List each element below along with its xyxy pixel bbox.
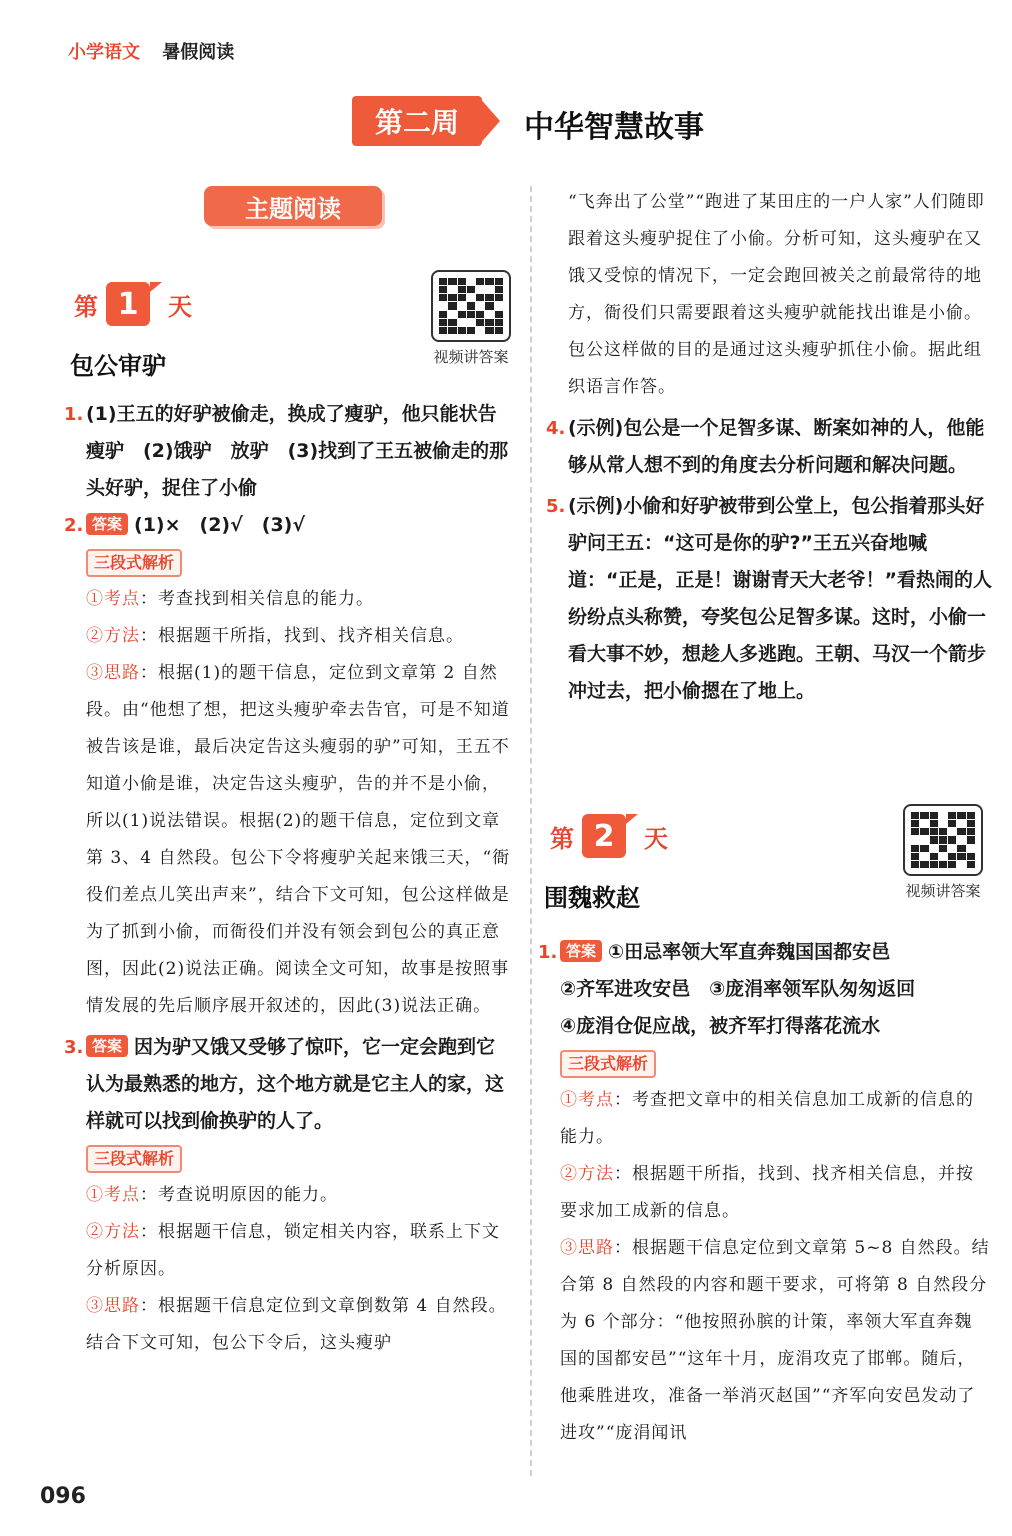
theme-reading-button: 主题阅读 xyxy=(204,186,382,226)
analysis-text: ：考查说明原因的能力。 xyxy=(140,1185,338,1205)
page-number: 096 xyxy=(40,1484,86,1509)
column-divider xyxy=(530,186,532,1476)
day1-question-5 xyxy=(546,488,996,710)
day2-badge xyxy=(550,814,668,858)
analysis-text: ：根据题干信息定位到文章第 5~8 自然段。结合第 8 自然段的内容和题干要求，可将第 8 自然段分为 6 个部分：“他按照孙膑的计策，率领大军直奔魏国的国都安邑”“这年十月，庞涓攻克了邯郸。随后，他乘胜进攻，准备一举消灭赵国”“齐军向安邑发动了进攻”“庞涓闻讯 xyxy=(560,1238,990,1443)
analysis-method xyxy=(538,1156,990,1230)
analysis-reasoning xyxy=(64,1288,514,1362)
day1-question-1 xyxy=(64,396,514,507)
qr-code-icon[interactable] xyxy=(903,804,983,876)
analysis-point xyxy=(64,581,514,618)
analysis-text: ：根据题干所指，找到、找齐相关信息，并按要求加工成新的信息。 xyxy=(560,1164,974,1221)
analysis-tag-wrap xyxy=(64,1140,514,1177)
answer-tag: 答案 xyxy=(86,1035,128,1057)
left-column xyxy=(64,396,514,1362)
day1-question-2 xyxy=(64,507,514,544)
day2-prefix: 第 xyxy=(550,824,574,853)
answer-text: ①田忌率领大军直奔魏国国都安邑 xyxy=(608,941,891,963)
answer-text: (1)× (2)√ (3)√ xyxy=(134,514,306,536)
answer-tag: 答案 xyxy=(560,940,602,962)
qr-code-day1[interactable] xyxy=(428,270,514,367)
series-label: 暑假阅读 xyxy=(162,42,235,63)
analysis-tag: 三段式解析 xyxy=(560,1050,656,1078)
question-number: 1. xyxy=(538,942,558,963)
answer-text: (示例)包公是一个足智多谋、断案如神的人，他能够从常人想不到的角度去分析问题和解决问题。 xyxy=(568,417,985,476)
question-number: 2. xyxy=(64,515,84,536)
qr-code-icon[interactable] xyxy=(431,270,511,342)
analysis-label: ③思路 xyxy=(86,663,140,683)
analysis-tag-wrap xyxy=(538,1045,990,1082)
day1-number: 1 xyxy=(106,282,150,326)
day2-question-1 xyxy=(538,934,990,1045)
day1-question-4 xyxy=(546,410,996,484)
answer-text: (示例)小偷和好驴被带到公堂上，包公指着那头好驴问王五：“这可是你的驴?”王五兴奋地喊道：“正是，正是！谢谢青天大老爷！”看热闹的人纷纷点头称赞，夸奖包公足智多谋。这时，小偷一看大事不妙，想趁人多逃跑。王朝、马汉一个箭步冲过去，把小偷摁在了地上。 xyxy=(568,495,992,702)
answer-text: ②齐军进攻安邑 ③庞涓率领军队匆匆返回 xyxy=(560,978,916,1000)
right-column-bottom xyxy=(538,934,990,1452)
analysis-text: ：根据(1)的题干信息，定位到文章第 2 自然段。由“他想了想，把这头瘦驴牵去告官，可是不知道被告该是谁，最后决定告这头瘦弱的驴”可知，王五不知道小偷是谁，决定告这头瘦驴，告的并不是小偷，所以(1)说法错误。根据(2)的题干信息，定位到文章第 3、4 自然段。包公下令将瘦驴关起来饿三天，“衙役们差点儿笑出声来”，结合下文可知，包公这样做是为了抓到小偷，而衙役们并没有领会到包公的真正意图，因此(2)说法正确。阅读全文可知，故事是按照事情发展的先后顺序展开叙述的，因此(3)说法正确。 xyxy=(86,663,511,1016)
answer-text: (1)王五的好驴被偷走，换成了瘦驴，他只能状告瘦驴 (2)饿驴 放驴 (3)找到了王五被偷走的那头好驴，捉住了小偷 xyxy=(86,403,509,499)
day2-suffix: 天 xyxy=(644,824,668,853)
answer-text: 因为驴又饿又受够了惊吓，它一定会跑到它认为最熟悉的地方，这个地方就是它主人的家，这样就可以找到偷换驴的人了。 xyxy=(86,1036,505,1132)
question-number: 5. xyxy=(546,496,566,517)
day1-question-3 xyxy=(64,1029,514,1140)
analysis-text: ：考查把文章中的相关信息加工成新的信息的能力。 xyxy=(560,1090,974,1147)
week-banner xyxy=(352,96,502,146)
day1-q3-continued: “飞奔出了公堂”“跑进了某田庄的一户人家”人们随即跟着这头瘦驴捉住了小偷。分析可知，这头瘦驴在又饿又受惊的情况下，一定会跑回被关之前最常待的地方，衙役们只需要跟着这头瘦驴就能找出谁是小偷。包公这样做的目的是通过这头瘦驴抓住小偷。据此组织语言作答。 xyxy=(568,192,985,397)
qr-caption: 视频讲答案 xyxy=(905,882,981,900)
answer-tag: 答案 xyxy=(86,513,128,535)
analysis-reasoning xyxy=(64,655,514,1025)
analysis-label: ③思路 xyxy=(560,1238,614,1258)
analysis-tag: 三段式解析 xyxy=(86,549,182,577)
subject-label: 小学语文 xyxy=(68,42,140,63)
day2-number: 2 xyxy=(582,814,626,858)
analysis-reasoning xyxy=(538,1230,990,1452)
analysis-point xyxy=(64,1177,514,1214)
analysis-text: ：根据题干所指，找到、找齐相关信息。 xyxy=(140,626,464,646)
analysis-text: ：根据题干信息，锁定相关内容，联系上下文分析原因。 xyxy=(86,1222,500,1279)
analysis-method xyxy=(64,1214,514,1288)
question-number: 1. xyxy=(64,404,84,425)
analysis-label: ③思路 xyxy=(86,1296,140,1316)
day1-suffix: 天 xyxy=(168,292,192,321)
analysis-label: ②方法 xyxy=(86,1222,140,1242)
answer-text: ④庞涓仓促应战，被齐军打得落花流水 xyxy=(560,1015,881,1037)
analysis-label: ①考点 xyxy=(86,1185,140,1205)
question-number: 4. xyxy=(546,418,566,439)
day1-badge xyxy=(74,282,192,326)
page-header xyxy=(68,38,234,64)
question-number: 3. xyxy=(64,1037,84,1058)
analysis-tag: 三段式解析 xyxy=(86,1145,182,1173)
analysis-text: ：根据题干信息定位到文章倒数第 4 自然段。结合下文可知，包公下令后，这头瘦驴 xyxy=(86,1296,507,1353)
right-column-top xyxy=(546,184,996,710)
analysis-label: ②方法 xyxy=(86,626,140,646)
day1-prefix: 第 xyxy=(74,292,98,321)
week-tag: 第二周 xyxy=(352,96,482,146)
day2-story-title: 围魏救赵 xyxy=(544,883,640,912)
analysis-point xyxy=(538,1082,990,1156)
analysis-label: ①考点 xyxy=(86,589,140,609)
analysis-tag-wrap xyxy=(64,544,514,581)
week-tag-arrow xyxy=(478,96,500,146)
week-title: 中华智慧故事 xyxy=(524,110,704,145)
analysis-text: ：考查找到相关信息的能力。 xyxy=(140,589,374,609)
analysis-label: ①考点 xyxy=(560,1090,614,1110)
analysis-label: ②方法 xyxy=(560,1164,614,1184)
analysis-method xyxy=(64,618,514,655)
qr-code-day2[interactable] xyxy=(900,804,986,901)
qr-caption: 视频讲答案 xyxy=(433,348,509,366)
day1-story-title: 包公审驴 xyxy=(70,351,166,380)
